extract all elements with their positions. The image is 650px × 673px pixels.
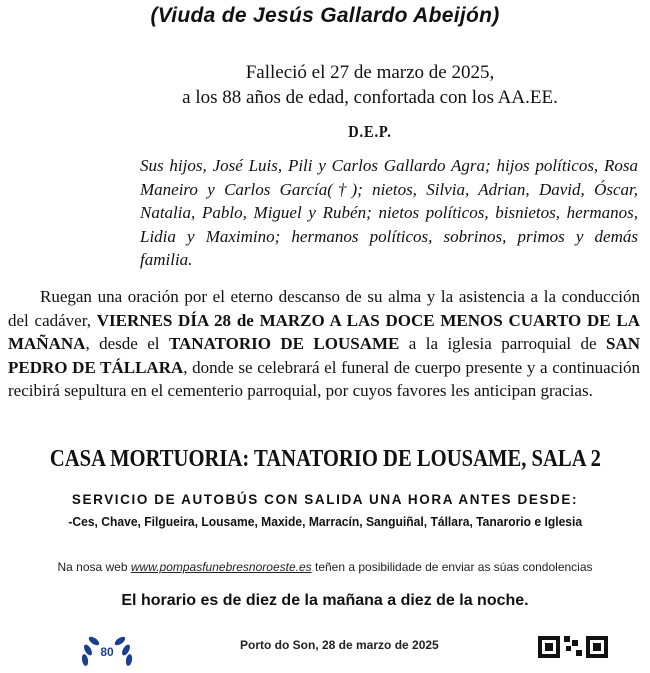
death-notice: [110, 60, 630, 110]
web-link[interactable]: www.pompasfunebresnoroeste.es: [130, 560, 312, 574]
bus-stops-text: -Ces, Chave, Filgueira, Lousame, Maxide, Marracín, Sanguiñal, Tállara, Tanarorio e Iglesia: [68, 514, 582, 529]
bus-stops-line: [0, 514, 650, 529]
prayer-text-3: a la iglesia parroquial de: [408, 334, 597, 353]
mortuary-text: CASA MORTUORIA: TANATORIO DE LOUSAME, SALA 2: [49, 446, 601, 472]
death-date-line: Falleció el 27 de marzo de 2025,: [245, 62, 495, 83]
prayer-text-2: , desde el: [85, 334, 160, 353]
prayer-paragraph: [8, 285, 640, 403]
prayer-text-1: Ruegan una oración por el eterno descanso de su alma y la asistencia a la conducción del cadáver,: [8, 287, 640, 330]
footer-place-date: Porto do Son, 28 de marzo de 2025: [240, 638, 439, 652]
logo-number: 80: [100, 645, 114, 659]
dep-label: D.E.P.: [348, 122, 392, 141]
qr-code-icon: [538, 632, 618, 662]
laurel-logo: [78, 628, 136, 668]
laurel-wreath-icon: [78, 628, 136, 668]
web-condolences-line: [0, 560, 650, 574]
prayer-tanatorio-bold: TANATORIO DE LOUSAME: [168, 334, 400, 353]
prayer-text-4: , donde se celebrará el funeral de cuerpo presente y a continuación recibirá sepultura en el cementerio parroquial, por cuyos favores les anticipan gracias.: [8, 357, 640, 400]
death-age-line: a los 88 años de edad, confortada con los AA.EE.: [182, 87, 558, 108]
prayer-church-bold: SAN PEDRO DE TÁLLARA: [8, 334, 641, 377]
family-paragraph: Sus hijos, José Luis, Pili y Carlos Gallardo Agra; hijos políticos, Rosa Maneiro y Carlos García(†); nietos, Silvia, Adrian, David, Óscar, Natalia, Pablo, Miguel y Rubén; nietos políticos, bisnietos, hermanos, Lidia y Maximino; hermanos políticos, sobrinos, primos y demás familia.: [140, 156, 638, 269]
web-text-before: Na nosa web: [57, 560, 128, 574]
hours-line: El horario es de diez de la mañana a diez de la noche.: [121, 592, 529, 609]
prayer-date-bold: VIERNES DÍA 28 de MARZO A LAS DOCE MENOS CUARTO DE LA MAÑANA: [8, 310, 640, 353]
web-text-after: teñen a posibilidade de enviar as súas condolencias: [314, 560, 593, 574]
mortuary-heading: [0, 446, 650, 473]
widow-line: (Viuda de Jesús Gallardo Abeijón): [150, 4, 500, 27]
bus-service-line: SERVICIO DE AUTOBÚS CON SALIDA UNA HORA ANTES DESDE:: [71, 492, 579, 507]
qr-code: [538, 632, 618, 662]
